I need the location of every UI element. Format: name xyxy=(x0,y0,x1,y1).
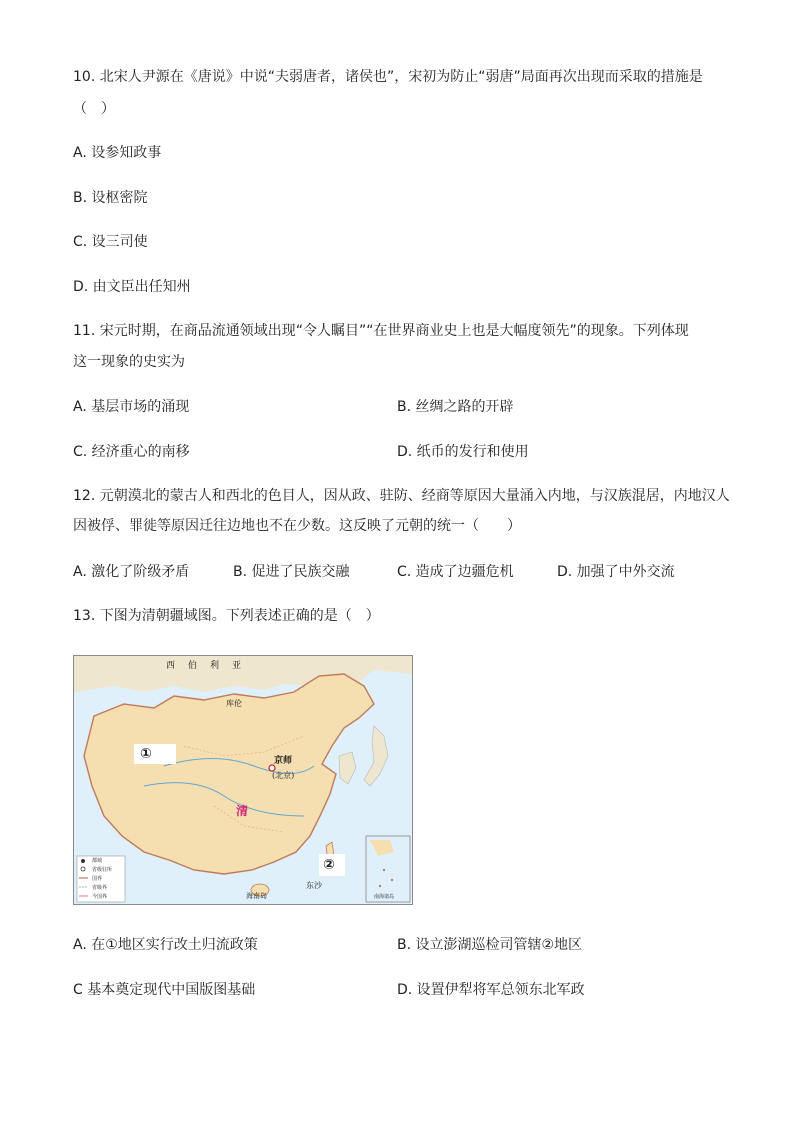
legend-item: 今国界 xyxy=(92,894,108,900)
map-label-dongsha: 东沙 xyxy=(306,881,322,890)
legend-item: 都城 xyxy=(92,858,103,864)
map-label-siberia: 西 伯 利 亚 xyxy=(166,661,244,671)
legend-item: 国界 xyxy=(92,876,103,882)
q10-option-c: C. 设三司使 xyxy=(73,234,148,250)
q13-option-d: D. 设置伊犁将军总领东北军政 xyxy=(397,982,585,998)
q10-stem: 10. 北宋人尹源在《唐说》中说“夫弱唐者，诸侯也”，宋初为防止“弱唐”局面再次出现而采取的措施是 xyxy=(73,69,703,85)
map-marker-1: ① xyxy=(140,746,152,762)
legend-item: 省级驻所 xyxy=(92,867,113,873)
q11-option-b: B. 丝绸之路的开辟 xyxy=(397,399,514,415)
q10-option-a: A. 设参知政事 xyxy=(73,145,162,161)
qing-territory-map xyxy=(73,655,413,905)
map-legend xyxy=(92,857,112,902)
legend-item: 省级界 xyxy=(92,885,108,891)
q10-option-d: D. 由文臣出任知州 xyxy=(73,279,191,295)
q12-option-a: A. 激化了阶级矛盾 xyxy=(73,564,190,580)
q12-option-d: D. 加强了中外交流 xyxy=(557,564,675,580)
q12-option-b: B. 促进了民族交融 xyxy=(233,564,350,580)
q13-option-b: B. 设立澎湖巡检司管辖②地区 xyxy=(397,937,583,953)
q13-option-a: A. 在①地区实行改土归流政策 xyxy=(73,937,258,953)
q11-option-a: A. 基层市场的涌现 xyxy=(73,399,190,415)
map-label-beijing: (北京) xyxy=(272,771,295,780)
q12-stem-line1: 12. 元朝漠北的蒙古人和西北的色目人，因从政、驻防、经商等原因大量涌入内地，与汉族混居，内地汉人 xyxy=(73,488,730,504)
q11-stem-line2: 这一现象的史实为 xyxy=(73,354,185,370)
q10-option-b: B. 设枢密院 xyxy=(73,190,148,206)
map-label-capital: 京师 xyxy=(274,756,293,766)
map-label-kulun: 库伦 xyxy=(226,699,242,708)
q13-stem: 13. 下图为清朝疆域图。下列表述正确的是（ ） xyxy=(73,608,380,624)
q12-option-c: C. 造成了边疆危机 xyxy=(397,564,514,580)
map-label-qing: 清 xyxy=(236,804,249,818)
q12-stem-line2: 因被俘、罪徙等原因迁往边地也不在少数。这反映了元朝的统一（ ） xyxy=(73,518,521,534)
q11-option-d: D. 纸币的发行和使用 xyxy=(397,444,529,460)
q11-option-c: C. 经济重心的南移 xyxy=(73,444,190,460)
q13-option-c: C 基本奠定现代中国版图基础 xyxy=(73,982,256,998)
q10-paren: （ ） xyxy=(73,101,115,117)
map-marker-2: ② xyxy=(323,857,335,873)
map-inset-label: 南海诸岛 xyxy=(374,894,395,900)
map-label-hainan: 海南岛 xyxy=(246,892,267,900)
q11-stem-line1: 11. 宋元时期，在商品流通领域出现“令人瞩目”“在世界商业史上也是大幅度领先”的现象。下列体现 xyxy=(73,323,689,339)
